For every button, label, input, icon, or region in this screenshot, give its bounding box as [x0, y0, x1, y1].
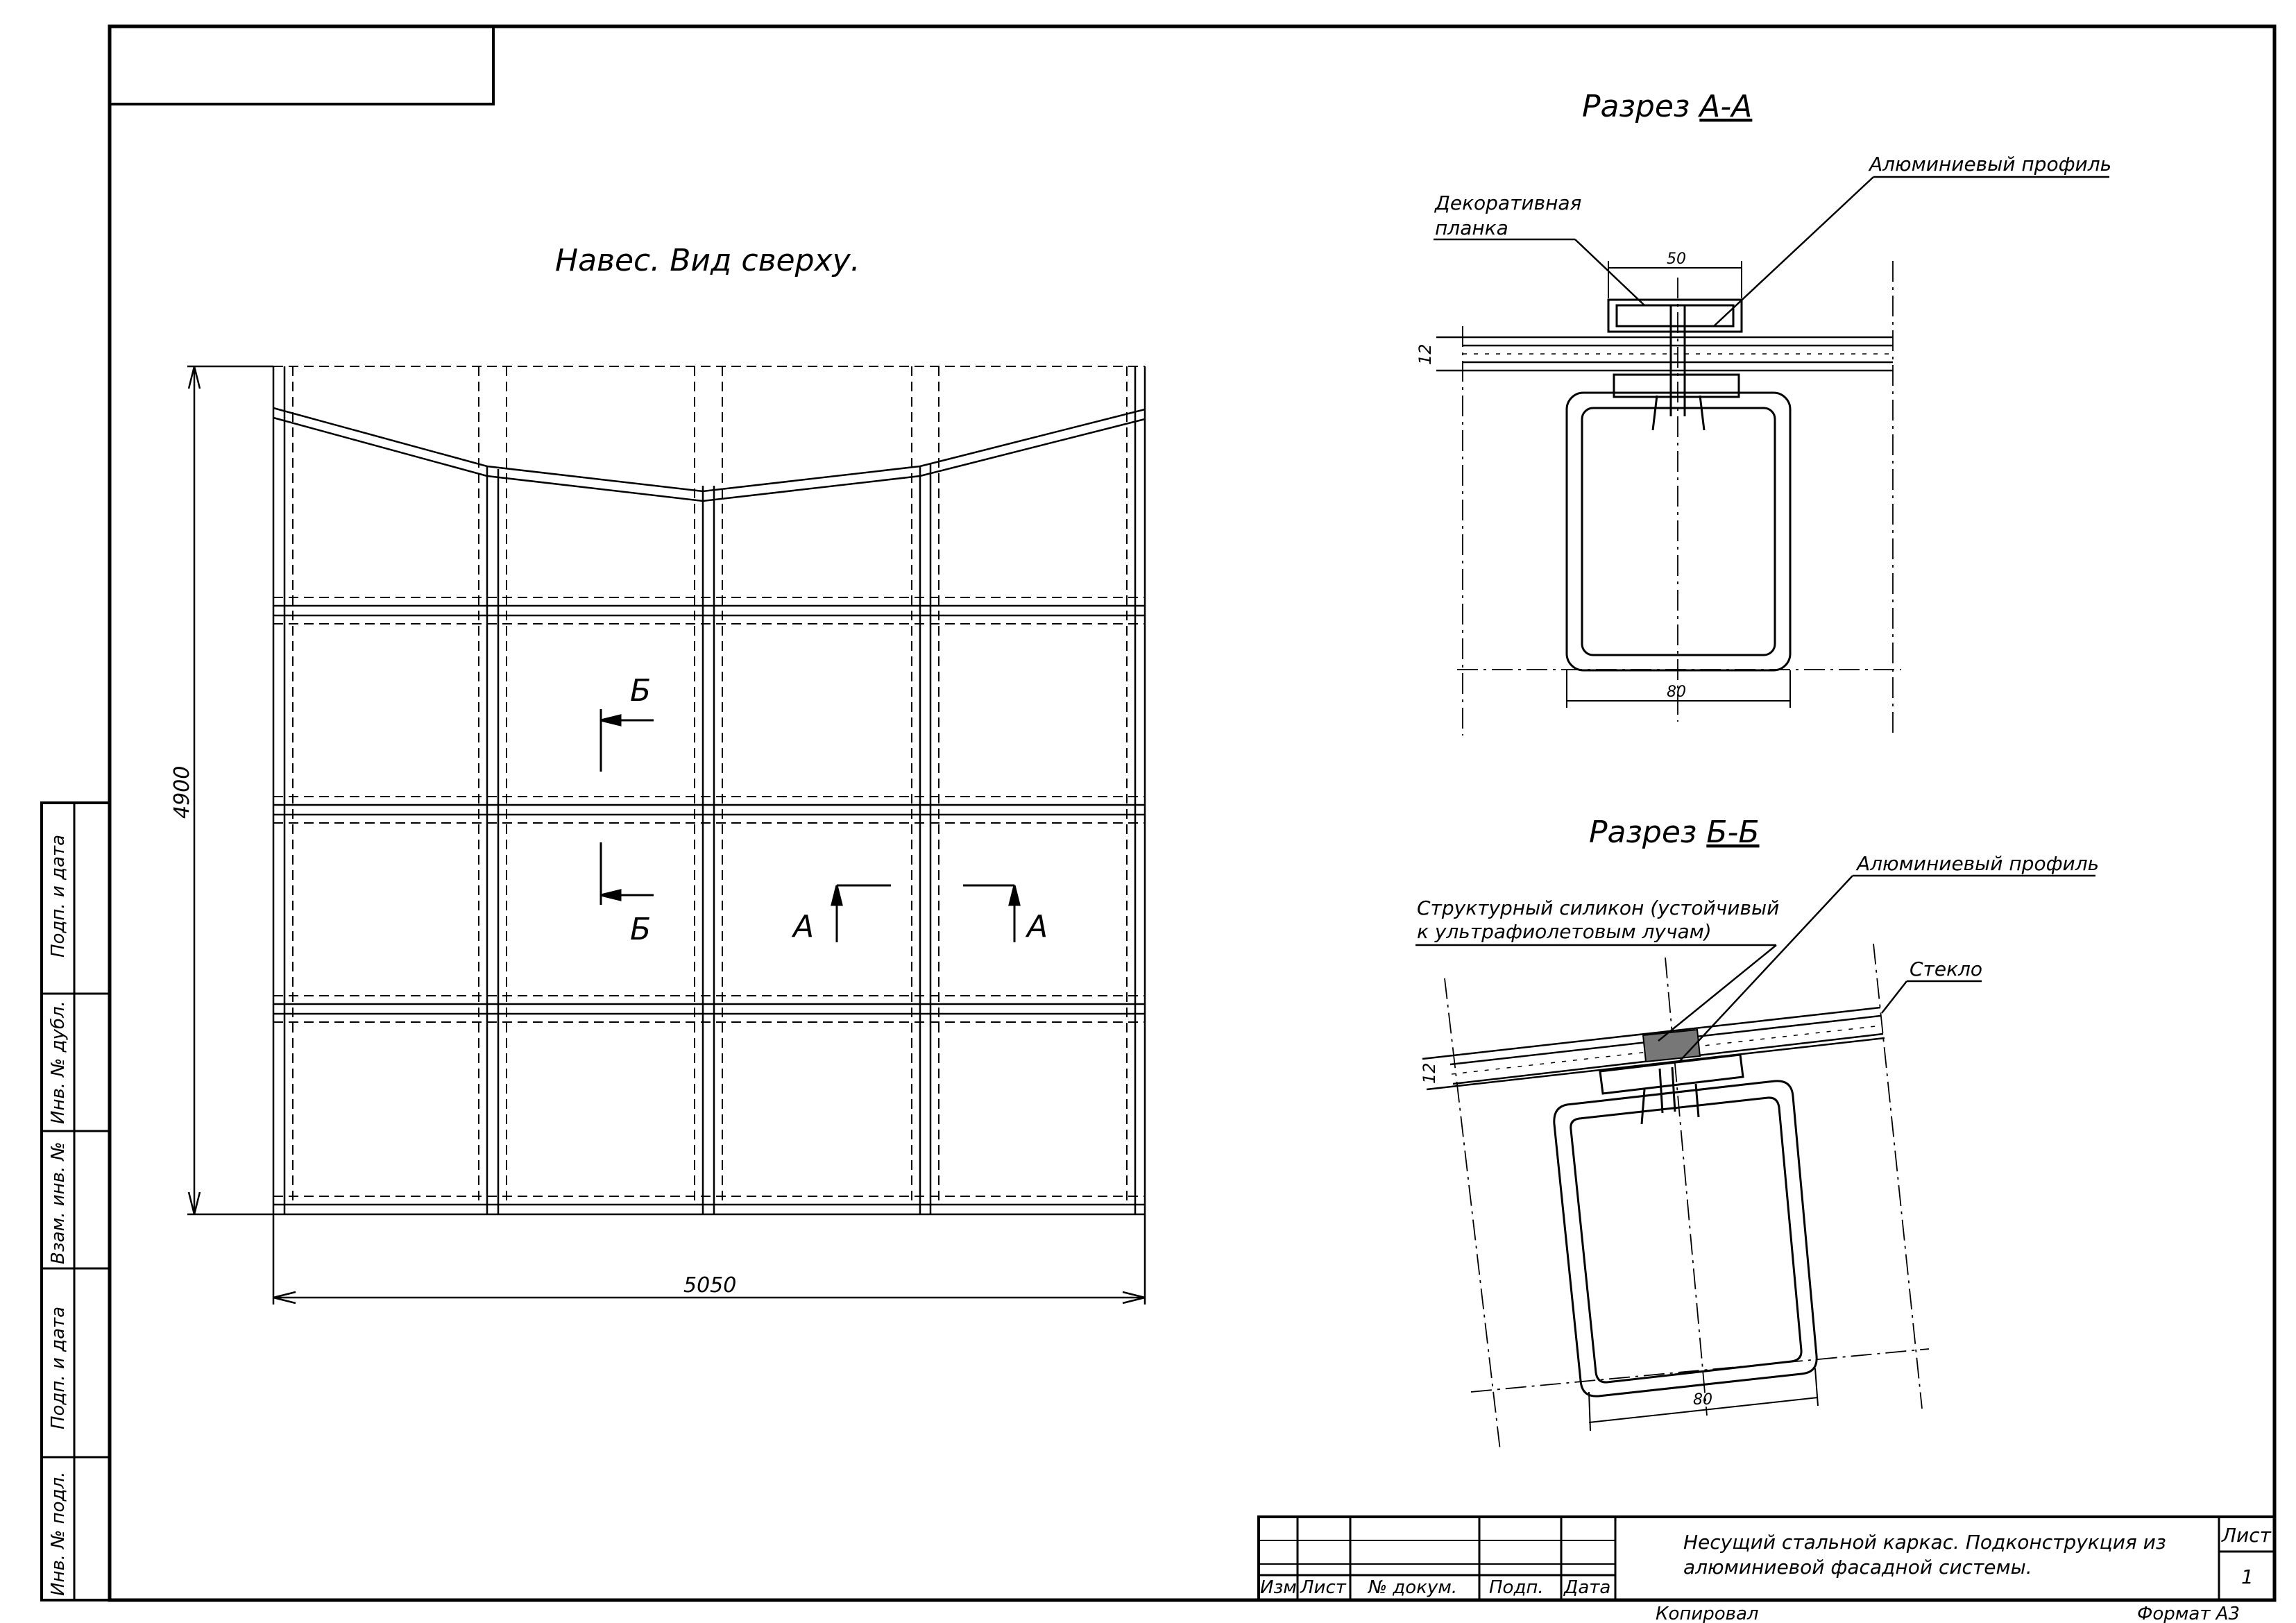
section-bb-label-profile: Алюминиевый профиль — [1857, 852, 2100, 875]
stamp-cell-4: Подп. и дата — [48, 1306, 69, 1429]
section-mark-a-left: А — [793, 909, 815, 944]
section-mark-b-bottom: Б — [630, 912, 652, 947]
section-aa-label-decor-2: планка — [1435, 216, 1508, 239]
stamp-cell-2: Инв. № дубл. — [48, 1001, 69, 1124]
tb-sheet-number: 1 — [2241, 1565, 2254, 1588]
tb-footer-left: Копировал — [1656, 1604, 1759, 1623]
tb-description-1: Несущий стальной каркас. Подконструкция из — [1683, 1531, 2166, 1554]
tb-sheet-label: Лист — [2222, 1524, 2271, 1547]
section-aa-label-decor: Декоративная — [1435, 192, 1582, 214]
tb-col-doc: № докум. — [1368, 1577, 1458, 1598]
tb-col-sign: Подп. — [1489, 1577, 1544, 1598]
section-aa-dim-bottom: 80 — [1667, 683, 1686, 701]
section-bb-title: Разрез Б-Б — [1589, 815, 1760, 850]
section-aa — [1415, 89, 2111, 736]
title-block — [1259, 1517, 2274, 1623]
plan-dim-width: 5050 — [683, 1273, 737, 1298]
section-bb-dim-thick: 12 — [1420, 1062, 1439, 1084]
tb-description-2: алюминиевой фасадной системы. — [1683, 1556, 2032, 1579]
section-bb-label-silicone: Структурный силикон (устойчивый — [1417, 897, 1780, 919]
section-bb — [1415, 815, 2099, 1450]
sheet-frame — [110, 26, 2274, 1600]
plan-dim-height: 4900 — [170, 765, 194, 819]
section-aa-dim-thick: 12 — [1415, 343, 1435, 365]
section-aa-dim-top: 50 — [1667, 250, 1686, 268]
stamp-cell-1: Подп. и дата — [48, 834, 69, 958]
plan-view — [170, 243, 1145, 1305]
tb-col-izm: Изм — [1260, 1577, 1297, 1598]
stamp-cell-5: Инв. № подл. — [48, 1471, 69, 1596]
section-mark-b-top: Б — [630, 673, 652, 708]
stamp-cell-3: Взам. инв. № — [48, 1141, 69, 1264]
section-aa-label-profile: Алюминиевый профиль — [1869, 153, 2112, 176]
section-aa-title: Разрез А-А — [1582, 89, 1753, 124]
tb-col-date: Дата — [1564, 1577, 1611, 1598]
tb-col-list: Лист — [1300, 1577, 1346, 1598]
section-bb-label-silicone-2: к ультрафиолетовым лучам) — [1417, 920, 1712, 943]
section-bb-dim-bottom: 80 — [1693, 1391, 1712, 1409]
section-bb-label-glass: Стекло — [1910, 958, 1983, 980]
tb-footer-right: Формат А3 — [2137, 1604, 2240, 1623]
section-mark-a-right: А — [1027, 909, 1048, 944]
plan-title: Навес. Вид сверху. — [555, 243, 860, 278]
side-stamp — [42, 803, 110, 1600]
